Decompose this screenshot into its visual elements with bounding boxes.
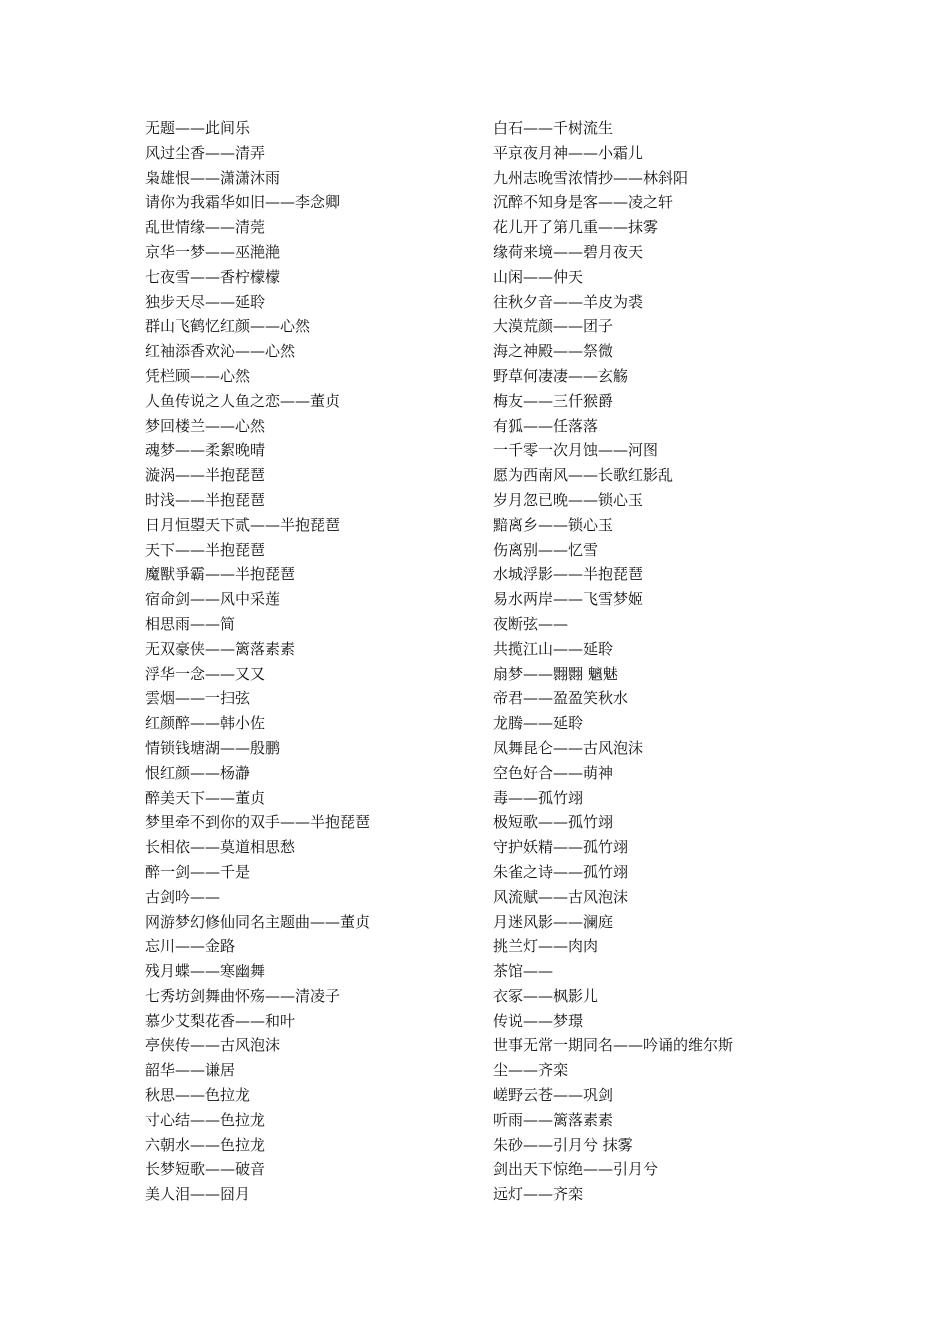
song-entry: 七夜雪——香柠檬檬	[145, 267, 281, 286]
song-entry: 秋思——色拉龙	[145, 1086, 251, 1105]
song-entry: 六朝水——色拉龙	[145, 1135, 266, 1154]
song-entry: 群山飞鹤忆红颜——心然	[145, 317, 311, 336]
song-entry: 水城浮影——半抱琵琶	[493, 565, 644, 584]
song-entry: 梅友——三仟猴爵	[493, 391, 614, 410]
song-entry: 京华一梦——巫滟滟	[145, 242, 281, 261]
song-entry: 海之神殿——祭微	[493, 342, 614, 361]
song-entry: 岁月忽已晚——锁心玉	[493, 490, 644, 509]
song-entry: 凭栏顾——心然	[145, 366, 251, 385]
song-entry: 山闲——仲天	[493, 267, 584, 286]
song-entry: 帝君——盈盈笑秋水	[493, 689, 629, 708]
song-entry: 一千零一次月蚀——河图	[493, 441, 659, 460]
song-entry: 忘川——金路	[145, 937, 236, 956]
song-entry: 愿为西南风——长歌红影乱	[493, 466, 674, 485]
song-list-right	[493, 116, 823, 1207]
song-entry: 天下——半抱琵琶	[145, 540, 266, 559]
song-entry: 世事无常一期同名——吟诵的维尔斯	[493, 1036, 734, 1055]
song-entry: 远灯——齐栾	[493, 1185, 584, 1204]
song-entry: 挑兰灯——肉肉	[493, 937, 599, 956]
song-entry: 听雨——篱落素素	[493, 1110, 614, 1129]
song-entry: 魔獸爭霸——半抱琵琶	[145, 565, 296, 584]
song-entry: 韶华——谦居	[145, 1061, 236, 1080]
song-entry: 雲烟——一扫弦	[145, 689, 251, 708]
song-entry: 毒——孤竹翊	[493, 788, 584, 807]
song-entry: 沉醉不知身是客——凌之轩	[493, 193, 674, 212]
song-entry: 九州志晚雪浓情抄——林斜阳	[493, 168, 689, 187]
song-list-left	[145, 116, 475, 1207]
song-entry: 长梦短歌——破音	[145, 1160, 266, 1179]
song-entry: 野草何凄凄——玄觞	[493, 366, 629, 385]
song-entry: 长相依——莫道相思愁	[145, 838, 296, 857]
song-entry: 衣冢——枫影儿	[493, 986, 599, 1005]
song-entry: 时浅——半抱琵琶	[145, 490, 266, 509]
song-entry: 魂梦——柔絮晚晴	[145, 441, 266, 460]
song-entry: 极短歌——孤竹翊	[493, 813, 614, 832]
song-entry: 龙腾——延聆	[493, 714, 584, 733]
song-entry: 无题——此间乐	[145, 119, 251, 137]
song-entry: 白石——千树流生	[493, 119, 614, 137]
song-entry: 花儿开了第几重——抹雾	[493, 218, 659, 237]
song-entry: 独步天尽——延聆	[145, 292, 266, 311]
song-entry: 慕少艾梨花香——和叶	[145, 1011, 296, 1030]
song-entry: 朱雀之诗——孤竹翊	[493, 862, 629, 881]
song-entry: 日月恒曌天下贰——半抱琵琶	[145, 515, 341, 534]
song-entry: 共揽江山——延聆	[493, 639, 614, 658]
song-entry: 易水两岸——飞雪梦姬	[493, 590, 644, 609]
song-entry: 无双豪侠——篱落素素	[145, 639, 296, 658]
song-entry: 人鱼传说之人鱼之恋——董贞	[145, 391, 341, 410]
song-entry: 宿命剑——风中采莲	[145, 590, 281, 609]
song-entry: 残月蝶——寒幽舞	[145, 962, 266, 981]
song-entry: 往秋夕音——羊皮为裘	[493, 292, 644, 311]
song-entry: 夜断弦——	[493, 614, 569, 633]
song-entry: 黯离乡——锁心玉	[493, 515, 614, 534]
song-entry: 美人泪——囧月	[145, 1185, 251, 1204]
song-entry: 七秀坊剑舞曲怀殇——清凌子	[145, 986, 341, 1005]
song-entry: 有狐——任落落	[493, 416, 599, 435]
song-entry: 尘——齐栾	[493, 1061, 569, 1080]
song-entry: 漩涡——半抱琵琶	[145, 466, 266, 485]
song-entry: 大漠荒颜——团子	[493, 317, 614, 336]
song-entry: 风过尘香——清弄	[145, 143, 266, 162]
song-entry: 浮华一念——又又	[145, 664, 266, 683]
song-entry: 枭雄恨——潇潇沐雨	[145, 168, 281, 187]
song-entry: 凤舞昆仑——古风泡沫	[493, 738, 644, 757]
song-entry: 梦回楼兰——心然	[145, 416, 266, 435]
song-entry: 守护妖精——孤竹翊	[493, 838, 629, 857]
song-entry: 空色好合——萌神	[493, 763, 614, 782]
song-entry: 梦里牵不到你的双手——半抱琵琶	[145, 813, 371, 832]
song-entry: 请你为我霜华如旧——李念卿	[145, 193, 341, 212]
song-entry: 平京夜月神——小霜儿	[493, 143, 644, 162]
song-entry: 扇梦——翾翾 魑魅	[493, 664, 618, 683]
song-entry: 寸心结——色拉龙	[145, 1110, 266, 1129]
song-entry: 月迷风影——澜庭	[493, 912, 614, 931]
song-entry: 网游梦幻修仙同名主题曲——董贞	[145, 912, 371, 931]
song-entry: 风流赋——古风泡沫	[493, 887, 629, 906]
song-entry: 嵯野云苍——巩剑	[493, 1086, 614, 1105]
song-entry: 红颜醉——韩小佐	[145, 714, 266, 733]
song-entry: 恨红颜——杨瀞	[145, 763, 251, 782]
song-entry: 红袖添香欢沁——心然	[145, 342, 296, 361]
song-entry: 朱砂——引月兮 抹雾	[493, 1135, 633, 1154]
song-entry: 相思雨——简	[145, 614, 236, 633]
song-entry: 伤离别——忆雪	[493, 540, 599, 559]
song-entry: 醉一剑——千是	[145, 862, 251, 881]
song-entry: 古剑吟——	[145, 887, 221, 906]
song-entry: 醉美天下——董贞	[145, 788, 266, 807]
song-entry: 剑出天下惊绝——引月兮	[493, 1160, 659, 1179]
song-entry: 亭侠传——古风泡沫	[145, 1036, 281, 1055]
song-entry: 缘荷来境——碧月夜天	[493, 242, 644, 261]
song-entry: 茶馆——	[493, 962, 554, 981]
song-entry: 情锁钱塘湖——殷鹏	[145, 738, 281, 757]
song-entry: 传说——梦璟	[493, 1011, 584, 1030]
song-entry: 乱世情缘——清莞	[145, 218, 266, 237]
